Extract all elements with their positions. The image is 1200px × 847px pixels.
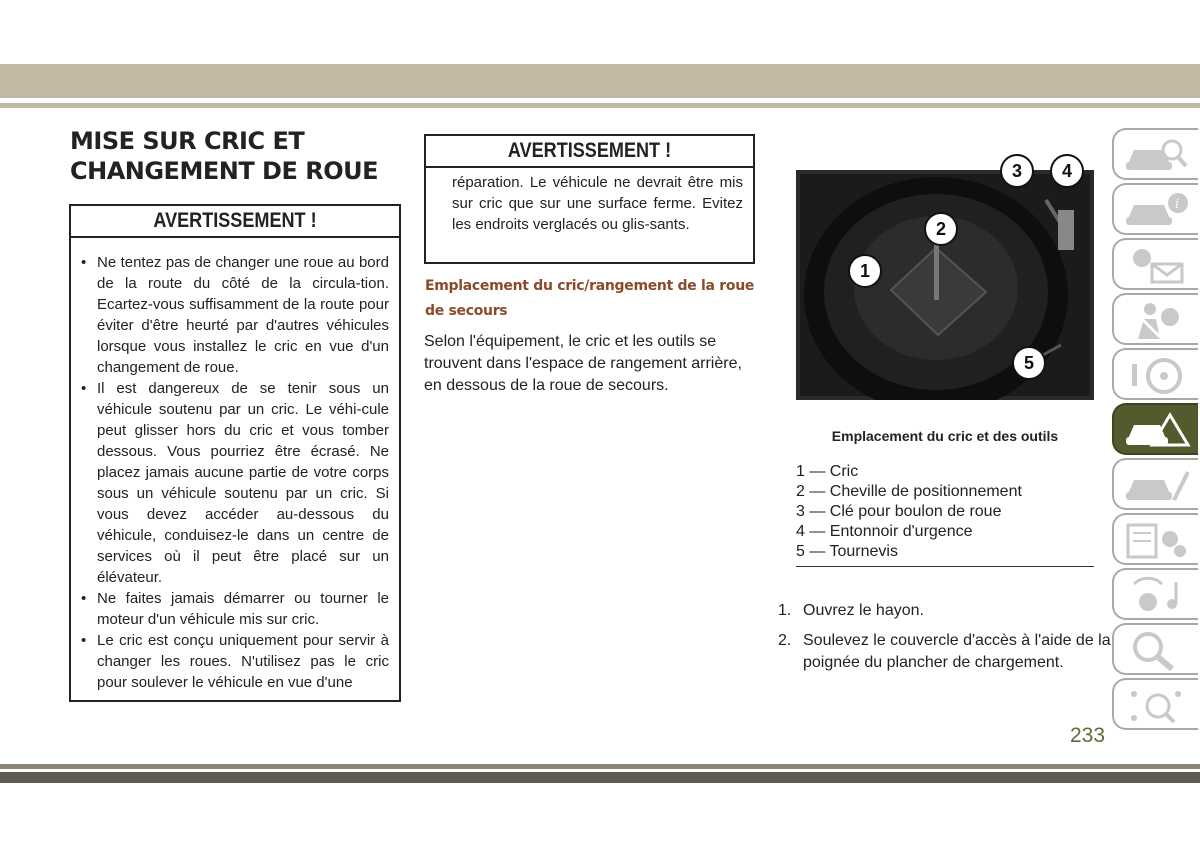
step-item — [778, 630, 1112, 674]
warning-item: • Il est dangereux de se tenir sous un véhicule soutenu par un cric. Le véhi-cule peut glisser hors du cric et vous tomber dessous. Vous pourriez être écrasé. Ne placez jamais aucune partie de votre corps sous un véhicule soutenu par un cric. Si vous devez accéder au-dessous du véhicule, conduisez-le dans un centre de services où il peut être placé sur un élévateur. — [97, 378, 389, 588]
warning-heading: AVERTISSEMENT ! — [507, 139, 672, 162]
jack-storage-photo — [796, 161, 1094, 400]
multimedia-music-icon — [1120, 574, 1196, 616]
footer-band — [0, 772, 1200, 783]
tab-specs-gears[interactable] — [1112, 513, 1198, 565]
tab-multimedia-music[interactable] — [1112, 568, 1198, 620]
tab-car-hazard[interactable] — [1112, 403, 1198, 455]
legend-item: 5 — Tournevis — [796, 543, 898, 560]
step-number: 1. — [778, 602, 792, 619]
callout-5-badge: 5 — [1012, 346, 1046, 380]
tab-alphabet-index[interactable] — [1112, 678, 1198, 730]
warning-box-1 — [69, 204, 401, 702]
steering-wheel-icon — [1120, 354, 1196, 396]
step-number: 2. — [778, 632, 792, 649]
step-text: Soulevez le couvercle d'accès à l'aide de la poignée du plancher de chargement. — [803, 632, 1111, 671]
callout-2-badge: 2 — [924, 212, 958, 246]
warning-box-2 — [424, 134, 755, 264]
legend-item: 4 — Entonnoir d'urgence — [796, 523, 973, 540]
legend-item: 1 — Cric — [796, 463, 859, 480]
step-item — [778, 600, 1112, 622]
warning-text: réparation. Le véhicule ne devrait être mis sur cric que sur une surface ferme. Evitez les endroits verglacés ou glis-sants. — [452, 174, 743, 233]
tab-warning-lights-message[interactable] — [1112, 238, 1198, 290]
callout-4-badge: 4 — [1050, 154, 1084, 188]
figure-caption: Emplacement du cric et des outils — [831, 428, 1059, 444]
warning-lights-message-icon — [1120, 244, 1196, 286]
tab-airbag-seatbelt[interactable] — [1112, 293, 1198, 345]
tab-steering-wheel[interactable] — [1112, 348, 1198, 400]
search-magnifier-icon — [1120, 629, 1196, 671]
spare-tire-illustration — [796, 170, 1094, 400]
car-wrench-icon — [1120, 464, 1196, 506]
specs-gears-icon — [1120, 519, 1196, 561]
page-title-line1: MISE SUR CRIC ET — [70, 127, 305, 155]
car-info-icon — [1120, 189, 1196, 231]
airbag-seatbelt-icon — [1120, 299, 1196, 341]
warning-list — [71, 238, 399, 693]
page-title — [70, 126, 378, 186]
tab-car-info[interactable] — [1112, 183, 1198, 235]
tab-car-wrench[interactable] — [1112, 458, 1198, 510]
step-text: Ouvrez le hayon. — [803, 602, 924, 619]
page-title-line2: CHANGEMENT DE ROUE — [70, 157, 378, 185]
figure-legend — [796, 462, 1094, 562]
step-list — [778, 600, 1112, 682]
car-magnifier-icon — [1120, 134, 1196, 176]
warning-heading: AVERTISSEMENT ! — [153, 209, 317, 232]
callout-1-badge: 1 — [848, 254, 882, 288]
alphabet-index-icon — [1120, 684, 1196, 726]
tab-car-magnifier[interactable] — [1112, 128, 1198, 180]
warning-item: • Ne tentez pas de changer une roue au bord de la route du côté de la circula-tion. Ecartez-vous suffisamment de la route pour éviter d'être heurté par d'autres véhicules lorsque vous installez le cric en vue d'un changement de roue. — [97, 252, 389, 378]
warning-item: • Ne faites jamais démarrer ou tourner le moteur d'un véhicule mis sur cric. — [97, 588, 389, 630]
section-subheading: Emplacement du cric/rangement de la roue de secours — [425, 278, 755, 319]
car-hazard-icon — [1120, 409, 1196, 451]
tab-search[interactable] — [1112, 623, 1198, 675]
page-number: 233 — [1070, 724, 1106, 747]
header-band — [0, 64, 1200, 98]
legend-item: 2 — Cheville de positionnement — [796, 483, 1022, 500]
svg-text:i: i — [1175, 197, 1180, 212]
warning-item: • Le cric est conçu uniquement pour servir à changer les roues. N'utilisez pas le cric pour soulever le véhicule en vue d'une — [97, 630, 389, 693]
header-rule — [0, 103, 1200, 108]
section-body: Selon l'équipement, le cric et les outils se trouvent dans l'espace de rangement arrière, en dessous de la roue de secours. — [424, 333, 742, 394]
callout-3-badge: 3 — [1000, 154, 1034, 188]
footer-rule — [0, 764, 1200, 769]
legend-divider — [796, 566, 1094, 567]
legend-item: 3 — Clé pour boulon de roue — [796, 503, 1002, 520]
